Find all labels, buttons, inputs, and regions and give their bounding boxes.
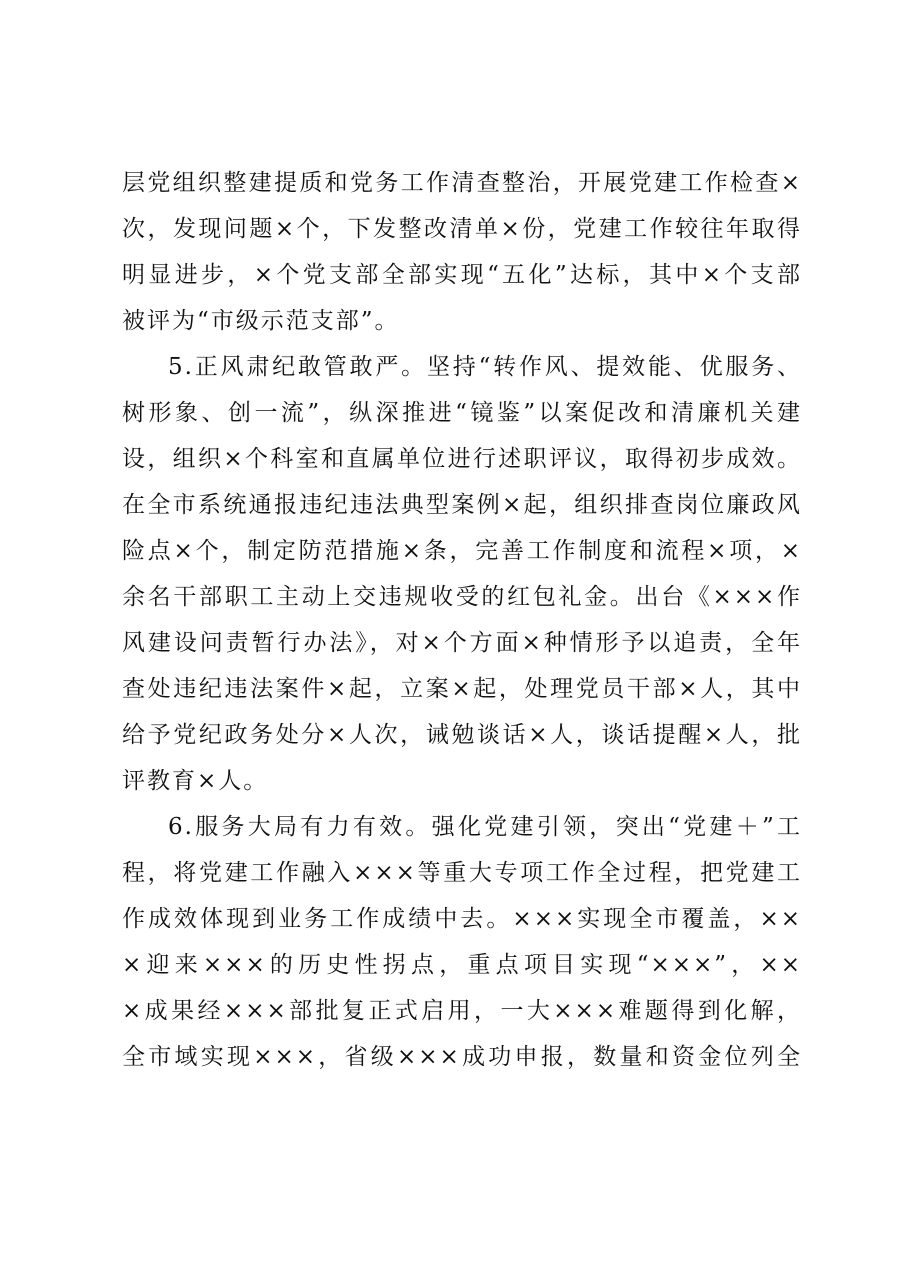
- text-line: 评教育×人。: [122, 768, 269, 794]
- body-text: [122, 160, 802, 1080]
- text-line: 被评为“市级示范支部”。: [122, 308, 400, 334]
- paragraph-6-heading-line: 6.服务大局有力有效。强化党建引领，突出“党建＋”工: [168, 814, 802, 840]
- text-line: 树形象、创一流”，纵深推进“镜鉴”以案促改和清廉机关建: [122, 400, 802, 426]
- text-line: 查处违纪违法案件×起，立案×起，处理党员干部×人，其中: [122, 676, 802, 702]
- text-line: 作成效体现到业务工作成绩中去。×××实现全市覆盖，××: [122, 906, 802, 932]
- text-line: 次，发现问题×个，下发整改清单×份，党建工作较往年取得: [122, 216, 802, 242]
- text-line: 险点×个，制定防范措施×条，完善工作制度和流程×项，×: [122, 538, 802, 564]
- text-line: 层党组织整建提质和党务工作清查整治，开展党建工作检查×: [122, 170, 802, 196]
- paragraph-5-heading-line: 5.正风肃纪敢管敢严。坚持“转作风、提效能、优服务、: [168, 354, 802, 380]
- text-line: ×成果经×××部批复正式启用，一大×××难题得到化解，: [122, 998, 802, 1024]
- text-line: 设，组织×个科室和直属单位进行述职评议，取得初步成效。: [122, 446, 802, 472]
- text-line: 风建设问责暂行办法》，对×个方面×种情形予以追责，全年: [122, 630, 802, 656]
- text-line: 程，将党建工作融入×××等重大专项工作全过程，把党建工: [122, 860, 802, 886]
- text-line: 明显进步，×个党支部全部实现“五化”达标，其中×个支部: [122, 262, 802, 288]
- text-line: 在全市系统通报违纪违法典型案例×起，组织排查岗位廉政风: [122, 492, 802, 518]
- text-line: 全市域实现×××，省级×××成功申报，数量和资金位列全: [122, 1044, 802, 1070]
- text-line: 余名干部职工主动上交违规收受的红包礼金。出台《×××作: [122, 584, 802, 610]
- text-line: ×迎来×××的历史性拐点，重点项目实现“×××”，××: [122, 952, 802, 978]
- text-line: 给予党纪政务处分×人次，诫勉谈话×人，谈话提醒×人，批: [122, 722, 802, 748]
